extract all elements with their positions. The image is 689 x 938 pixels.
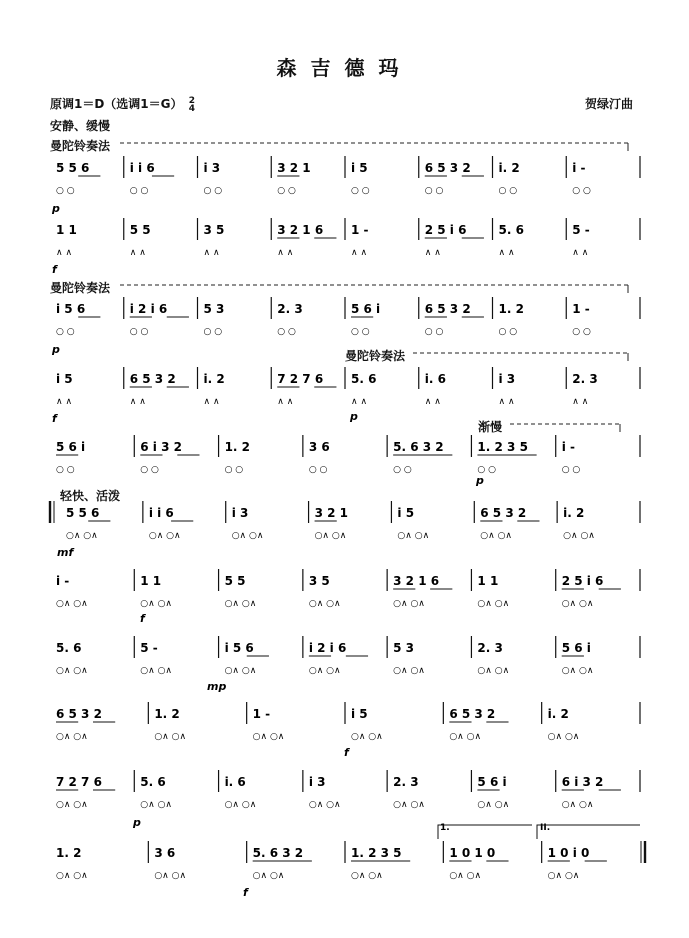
note-group: 2. 3 xyxy=(477,641,503,655)
note-group: i 5 xyxy=(351,707,368,721)
articulation-mark: ○∧ ○∧ xyxy=(66,531,98,541)
dynamic-mark: p xyxy=(476,474,484,487)
note-group: 2 5 i 6 xyxy=(424,223,467,237)
dynamic-mark: f xyxy=(243,886,248,899)
articulation-mark: ○∧ ○∧ xyxy=(393,599,425,609)
note-group: 5. 6 3 2 xyxy=(252,846,304,860)
articulation-mark: ∧ ∧ xyxy=(56,397,73,407)
note-group: 5 5 6 xyxy=(56,161,90,175)
articulation-mark: ○∧ ○∧ xyxy=(154,732,187,742)
articulation-mark: ∧ ∧ xyxy=(498,397,515,407)
note-group: 1 1 xyxy=(140,574,162,588)
articulation-mark: ○ ○ xyxy=(203,327,223,337)
note-group: i 5 6 xyxy=(224,641,254,655)
articulation-mark: ○∧ ○∧ xyxy=(154,871,187,881)
articulation-mark: ○∧ ○∧ xyxy=(140,800,173,810)
note-group: 6 5 3 2 xyxy=(449,707,496,721)
note-group: 2. 3 xyxy=(572,372,598,386)
articulation-mark: ○∧ ○∧ xyxy=(56,732,88,742)
dynamic-mark: f xyxy=(140,612,145,625)
articulation-mark: ○∧ ○∧ xyxy=(449,871,482,881)
note-group: 3 2 1 6 xyxy=(277,223,324,237)
note-group: i 5 6 xyxy=(56,302,86,316)
articulation-mark: ○∧ ○∧ xyxy=(56,871,88,881)
articulation-mark: ○∧ ○∧ xyxy=(561,666,594,676)
articulation-mark: ○ ○ xyxy=(424,327,444,337)
technique-mark-2: 曼陀铃奏法 xyxy=(50,281,111,295)
articulation-mark: ○ ○ xyxy=(351,327,370,337)
articulation-mark: ○∧ ○∧ xyxy=(561,800,594,810)
articulation-mark: ○ ○ xyxy=(498,327,518,337)
articulation-mark: ○∧ ○∧ xyxy=(351,732,383,742)
articulation-mark: ○∧ ○∧ xyxy=(561,599,594,609)
articulation-mark: ○∧ ○∧ xyxy=(308,800,341,810)
dynamic-mark: f xyxy=(344,746,349,759)
articulation-mark: ○ ○ xyxy=(498,186,518,196)
articulation-mark: ○∧ ○∧ xyxy=(56,666,88,676)
note-group: i 5 xyxy=(397,506,415,520)
articulation-mark: ○ ○ xyxy=(56,327,75,337)
articulation-mark: ○ ○ xyxy=(308,465,328,475)
ritardando-mark: 渐慢 xyxy=(478,420,503,434)
articulation-mark: ○∧ ○∧ xyxy=(56,599,88,609)
note-group: 6 5 3 2 xyxy=(56,707,102,721)
note-group: 5 6 i xyxy=(351,302,381,316)
articulation-mark: ○∧ ○∧ xyxy=(148,531,181,541)
articulation-mark: ○∧ ○∧ xyxy=(56,800,88,810)
note-group: i. 2 xyxy=(498,161,520,175)
note-group: i i 6 xyxy=(129,161,155,175)
note-group: i 3 xyxy=(231,506,249,520)
articulation-mark: ∧ ∧ xyxy=(351,248,368,258)
articulation-mark: ○∧ ○∧ xyxy=(231,531,264,541)
note-group: i 2 i 6 xyxy=(129,302,168,316)
note-group: i. 6 xyxy=(424,372,446,386)
note-group: 6 5 3 2 xyxy=(424,161,471,175)
note-group: 1 - xyxy=(572,302,590,316)
note-group: 5 6 i xyxy=(477,775,507,789)
articulation-mark: ○∧ ○∧ xyxy=(477,666,510,676)
time-signature-numerator: 2 xyxy=(188,95,195,106)
volta-1-bracket xyxy=(438,825,532,839)
note-group: 5 5 xyxy=(129,223,151,237)
note-group: 7 2 7 6 xyxy=(56,775,102,789)
note-group: 3 5 xyxy=(203,223,225,237)
articulation-mark: ∧ ∧ xyxy=(424,397,441,407)
note-group: 6 5 3 2 xyxy=(424,302,471,316)
dynamic-mark: f xyxy=(52,263,57,276)
articulation-mark: ○∧ ○∧ xyxy=(480,531,513,541)
articulation-mark: ○∧ ○∧ xyxy=(224,666,257,676)
note-group: 5. 6 xyxy=(351,372,377,386)
articulation-mark: ○ ○ xyxy=(572,327,591,337)
score-title: 森吉德玛 xyxy=(276,56,413,80)
articulation-mark: ∧ ∧ xyxy=(129,248,146,258)
articulation-mark: ○∧ ○∧ xyxy=(314,531,347,541)
articulation-mark: ○ ○ xyxy=(572,186,591,196)
articulation-mark: ○∧ ○∧ xyxy=(563,531,595,541)
note-group: 5 3 xyxy=(203,302,225,316)
articulation-mark: ○∧ ○∧ xyxy=(140,599,173,609)
articulation-mark: ○ ○ xyxy=(203,186,223,196)
note-group: 1. 2 xyxy=(224,440,251,454)
note-group: 3 5 xyxy=(308,574,330,588)
note-group: 6 5 3 2 xyxy=(480,506,527,520)
articulation-mark: ○ ○ xyxy=(561,465,581,475)
note-group: 1. 2 3 5 xyxy=(477,440,528,454)
note-group: 2. 3 xyxy=(277,302,303,316)
technique-mark-1: 曼陀铃奏法 xyxy=(50,139,111,153)
articulation-mark: ○ ○ xyxy=(424,186,444,196)
articulation-mark: ∧ ∧ xyxy=(277,397,294,407)
articulation-mark: ○∧ ○∧ xyxy=(449,732,482,742)
articulation-mark: ○ ○ xyxy=(140,465,159,475)
note-group: 6 5 3 2 xyxy=(129,372,176,386)
note-group: 1 1 xyxy=(56,223,77,237)
note-group: i 5 xyxy=(56,372,73,386)
articulation-mark: ○∧ ○∧ xyxy=(224,599,257,609)
articulation-mark: ○∧ ○∧ xyxy=(397,531,430,541)
articulation-mark: ○∧ ○∧ xyxy=(477,599,510,609)
note-group: 6 i 3 2 xyxy=(561,775,604,789)
articulation-mark: ○∧ ○∧ xyxy=(393,800,425,810)
note-group: 5. 6 3 2 xyxy=(393,440,444,454)
note-group: 1 - xyxy=(252,707,271,721)
dynamic-mark: mf xyxy=(57,546,74,559)
note-group: 5 5 xyxy=(224,574,246,588)
note-group: i. 6 xyxy=(224,775,246,789)
note-group: 3 6 xyxy=(308,440,330,454)
note-group: 3 2 1 xyxy=(314,506,348,520)
note-group: 7 2 7 6 xyxy=(277,372,324,386)
note-group: i i 6 xyxy=(148,506,174,520)
articulation-mark: ○∧ ○∧ xyxy=(547,732,580,742)
technique-mark-3: 曼陀铃奏法 xyxy=(345,349,406,363)
articulation-mark: ○ ○ xyxy=(224,465,244,475)
note-group: 5. 6 xyxy=(140,775,166,789)
articulation-mark: ○ ○ xyxy=(277,186,296,196)
articulation-mark: ○∧ ○∧ xyxy=(308,666,341,676)
articulation-mark: ○ ○ xyxy=(129,186,149,196)
articulation-mark: ∧ ∧ xyxy=(203,397,220,407)
articulation-mark: ○ ○ xyxy=(277,327,296,337)
articulation-mark: ○ ○ xyxy=(129,327,149,337)
composer: 贺绿汀曲 xyxy=(585,97,634,111)
note-group: 1. 2 xyxy=(56,846,82,860)
volta-2-bracket xyxy=(537,825,640,839)
note-group: 5. 6 xyxy=(56,641,82,655)
articulation-mark: ○∧ ○∧ xyxy=(351,871,383,881)
note-group: i. 2 xyxy=(563,506,585,520)
articulation-mark: ∧ ∧ xyxy=(203,248,220,258)
note-group: 3 2 1 6 xyxy=(393,574,440,588)
note-group: 3 6 xyxy=(154,846,176,860)
articulation-mark: ∧ ∧ xyxy=(424,248,441,258)
articulation-mark: ○∧ ○∧ xyxy=(547,871,580,881)
dynamic-mark: p xyxy=(52,202,60,215)
note-group: 1 - xyxy=(351,223,369,237)
articulation-mark: ∧ ∧ xyxy=(498,248,515,258)
articulation-mark: ○∧ ○∧ xyxy=(252,871,285,881)
note-group: i 3 xyxy=(498,372,516,386)
note-group: 5 5 6 xyxy=(66,506,100,520)
articulation-mark: ○ ○ xyxy=(351,186,370,196)
articulation-mark: ○∧ ○∧ xyxy=(308,599,341,609)
note-group: 1. 2 xyxy=(498,302,524,316)
note-group: 1. 2 3 5 xyxy=(351,846,402,860)
articulation-mark: ○ ○ xyxy=(477,465,497,475)
articulation-mark: ○∧ ○∧ xyxy=(393,666,425,676)
volta-1-label: 1. xyxy=(440,823,450,833)
note-group: 2 5 i 6 xyxy=(561,574,604,588)
dynamic-mark: f xyxy=(52,412,57,425)
articulation-mark: ∧ ∧ xyxy=(351,397,368,407)
articulation-mark: ∧ ∧ xyxy=(572,397,589,407)
note-group: 2. 3 xyxy=(393,775,419,789)
time-signature-denominator: 4 xyxy=(188,103,195,114)
note-group: i. 2 xyxy=(203,372,225,386)
volta-2-label: II. xyxy=(540,823,551,833)
note-group: i 5 xyxy=(351,161,368,175)
articulation-mark: ∧ ∧ xyxy=(129,397,146,407)
note-group: 6 i 3 2 xyxy=(140,440,182,454)
note-group: 1 0 i 0 xyxy=(547,846,590,860)
dynamic-mark: p xyxy=(52,343,60,356)
note-group: i - xyxy=(56,574,70,588)
dynamic-mark: p xyxy=(350,410,358,423)
note-group: i 2 i 6 xyxy=(308,641,347,655)
articulation-mark: ○ ○ xyxy=(56,465,75,475)
articulation-mark: ○∧ ○∧ xyxy=(252,732,285,742)
note-group: 5. 6 xyxy=(498,223,524,237)
note-group: 5 - xyxy=(140,641,158,655)
dynamic-mark: mp xyxy=(207,680,227,693)
note-group: i - xyxy=(572,161,586,175)
dynamic-mark: p xyxy=(133,816,141,829)
note-group: 5 6 i xyxy=(561,641,591,655)
note-group: 5 3 xyxy=(393,641,415,655)
articulation-mark: ∧ ∧ xyxy=(277,248,294,258)
note-group: i 3 xyxy=(308,775,326,789)
note-group: i - xyxy=(561,440,575,454)
articulation-mark: ∧ ∧ xyxy=(56,248,73,258)
note-group: 1 1 xyxy=(477,574,499,588)
articulation-mark: ○∧ ○∧ xyxy=(140,666,173,676)
note-group: 5 - xyxy=(572,223,590,237)
note-group: 1 0 1 0 xyxy=(449,846,496,860)
articulation-mark: ○∧ ○∧ xyxy=(477,800,510,810)
tempo-marking-1: 安静、缓慢 xyxy=(50,119,111,133)
articulation-mark: ○ ○ xyxy=(393,465,412,475)
tempo-marking-2: 轻快、活泼 xyxy=(60,489,121,503)
key-text: 原调1＝D（选调1＝G） xyxy=(50,97,183,111)
articulation-mark: ○ ○ xyxy=(56,186,75,196)
note-group: 5 6 i xyxy=(56,440,86,454)
articulation-mark: ∧ ∧ xyxy=(572,248,589,258)
note-group: i. 2 xyxy=(547,707,569,721)
note-group: 1. 2 xyxy=(154,707,180,721)
note-group: i 3 xyxy=(203,161,221,175)
note-group: 3 2 1 xyxy=(277,161,311,175)
articulation-mark: ○∧ ○∧ xyxy=(224,800,257,810)
